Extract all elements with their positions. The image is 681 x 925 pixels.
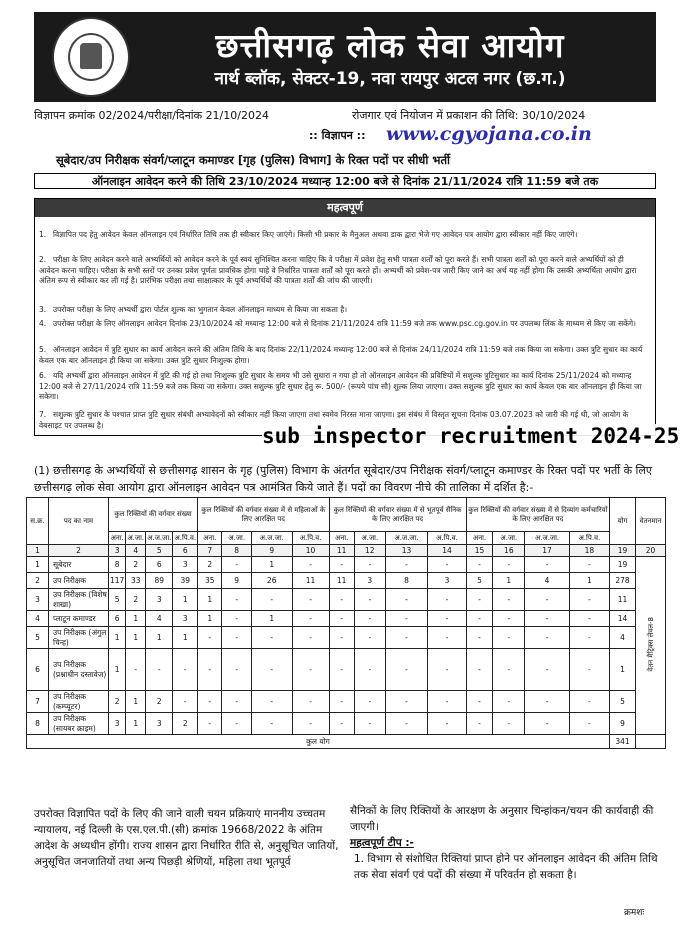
header-women-reserved: कुल रिक्तियों की वर्गवार संख्या में से महिलाओं के लिए आरक्षित पद	[198, 498, 329, 532]
header-sum: योग	[610, 498, 636, 545]
table-cell: 2	[109, 691, 126, 713]
table-cell: 89	[146, 573, 173, 589]
table-cell: -	[329, 557, 354, 573]
table-cell: -	[222, 627, 252, 649]
column-number: 4	[126, 545, 146, 557]
table-cell: 5	[610, 691, 636, 713]
important-item: 4. उपरोक्त परीक्षा के लिए ऑनलाइन आवेदन दिनांक 23/10/2024 को मध्यान्ह 12:00 बजे से दिनांक 21/11/2024 रात्रि 11:59 बजे तक www.psc.cg.gov.in पर उपलब्ध लिंक के माध्यम से किए जा सकेंगे।	[39, 319, 636, 328]
table-cell: -	[466, 649, 492, 691]
table-cell: उप निरीक्षक (अंगुल चिन्ह)	[49, 627, 109, 649]
column-number: 18	[569, 545, 609, 557]
table-cell: उप निरीक्षक (सायबर क्राइम)	[49, 713, 109, 735]
table-cell: -	[428, 557, 467, 573]
table-cell: -	[354, 713, 385, 735]
category-header: अना.	[109, 532, 126, 545]
table-cell: -	[126, 649, 146, 691]
column-number: 20	[636, 545, 666, 557]
table-cell: -	[569, 691, 609, 713]
column-number: 1	[27, 545, 49, 557]
table-cell: 1	[569, 573, 609, 589]
table-cell: -	[385, 649, 427, 691]
table-cell: 1	[198, 611, 222, 627]
notice-label: :: विज्ञापन ::	[309, 129, 366, 142]
table-cell: -	[354, 557, 385, 573]
table-cell: -	[385, 611, 427, 627]
payscale-value: वेतन मैट्रिक्स लेवल-8	[647, 617, 655, 672]
online-dates-box: ऑनलाइन आवेदन करने की तिथि 23/10/2024 मध्यान्ह 12:00 बजे से दिनांक 21/11/2024 रात्रि 11:59 बजे तक	[34, 173, 656, 189]
reservation-note	[350, 803, 666, 883]
table-cell: 33	[126, 573, 146, 589]
table-cell: -	[493, 649, 525, 691]
table-cell: 3	[146, 713, 173, 735]
table-cell: -	[251, 589, 292, 611]
table-cell: -	[466, 627, 492, 649]
table-cell: 278	[610, 573, 636, 589]
table-cell: -	[466, 611, 492, 627]
reservation-text: सैनिकों के लिए रिक्तियों के आरक्षण के अनुसार चिन्हांकन/चयन की कार्यवाही की जाएगी।	[350, 805, 654, 833]
important-heading: महत्वपूर्ण	[35, 199, 655, 217]
continued-marker: क्रमशः	[624, 908, 645, 918]
table-cell: 2	[173, 713, 198, 735]
table-cell: 1	[251, 557, 292, 573]
table-cell: -	[428, 611, 467, 627]
table-cell: 3	[146, 589, 173, 611]
important-item: 5. ऑनलाइन आवेदन में त्रुटि सुधार का कार्य आवेदन करने की अंतिम तिथि के बाद दिनांक 22/11/2024 मध्यान्ह 12:00 बजे से दिनांक 24/11/2024 रात्रि 11:59 बजे तक किया जा सकेगा। उक्त त्रुटि सुधार का कार्य केवल एक बार ऑनलाइन ही किया जा सकेगा। उक्त त्रुटि सुधार निःशुल्क होगा।	[39, 345, 643, 365]
header-exservicemen-reserved: कुल रिक्तियों की वर्गवार संख्या में से भूतपूर्व सैनिक के लिए आरक्षित पद	[329, 498, 466, 532]
category-header: अना.	[198, 532, 222, 545]
table-cell: 8	[27, 713, 49, 735]
column-number: 2	[49, 545, 109, 557]
table-cell: 1	[109, 627, 126, 649]
category-header: अ.जा.	[493, 532, 525, 545]
category-header: अ.पि.व.	[173, 532, 198, 545]
table-cell: -	[525, 691, 569, 713]
table-cell: -	[569, 713, 609, 735]
selection-note: उपरोक्त विज्ञापित पदों के लिए की जाने वाली चयन प्रक्रियाएं माननीय उच्चतम न्यायालय, नई दिल्ली के एस.एल.पी.(सी) क्रमांक 19668/2022 के अंतिम आदेश के अध्यधीन होंगी। राज्य शासन द्वारा निर्धारित रीति से, अनुसूचित जातियों, अनुसूचित जनजातियों तथा अन्य पिछड़ी श्रेणियों, महिला तथा भूतपूर्व	[34, 808, 339, 868]
table-cell: -	[292, 627, 329, 649]
table-cell: -	[173, 649, 198, 691]
table-cell: 1	[610, 649, 636, 691]
category-header: अ.पि.व.	[428, 532, 467, 545]
category-header: अना.	[466, 532, 492, 545]
table-cell: -	[354, 691, 385, 713]
table-cell: 8	[109, 557, 126, 573]
column-number: 12	[354, 545, 385, 557]
table-cell: -	[292, 557, 329, 573]
column-number: 19	[610, 545, 636, 557]
table-cell: -	[569, 589, 609, 611]
table-cell: 5	[27, 627, 49, 649]
intro-paragraph: (1) छत्तीसगढ़ के अभ्यर्थियों से छत्तीसगढ़ शासन के गृह (पुलिस) विभाग के अंतर्गत सूबेदार/उप निरीक्षक संवर्ग/प्लाटून कमाण्डर के रिक्त पदों पर भर्ती के लिए छत्तीसगढ़ लोक सेवा आयोग द्वारा ऑनलाइन आवेदन पत्र आमंत्रित किये जाते हैं। पदों का विवरण नीचे की तालिका में दर्शित है:-	[34, 464, 652, 494]
category-header: अना.	[329, 532, 354, 545]
important-item: 2. परीक्षा के लिए आवेदन करने वाले अभ्यर्थियों को आवेदन करने के पूर्व स्वयं सुनिश्चित करना चाहिए कि वे परीक्षा में प्रवेश हेतु सभी पात्रता शर्तों को पूरा करते हैं। सभी पात्रता शर्तों को पूरा करने वाले अभ्यर्थियों को ही आवेदन करना चाहिए। परीक्षा के सभी स्तरों पर उनका प्रवेश पूर्णतः प्रावधिक होगा चाहे वे निर्धारित पात्रता शर्तों को पूरा करते हों। अभ्यर्थी को प्रवेश-पत्र जारी किए जाने का अर्थ यह नहीं होगा कि उसकी अभ्यर्थिता आयोग द्वारा अंतिम रूप से स्वीकार कर ली गई है। प्रारंभिक परीक्षा तथा साक्षात्कार के पूर्व अभ्यर्थियों की पात्रता शर्तों की जांच की जाएगी।	[39, 255, 637, 285]
table-cell: -	[466, 557, 492, 573]
table-cell: -	[198, 691, 222, 713]
table-cell: -	[525, 611, 569, 627]
table-cell: -	[428, 713, 467, 735]
important-item: 7. सशुल्क त्रुटि सुधार के पश्चात प्राप्त त्रुटि सुधार संबंधी अभ्यावेदनों को स्वीकार नहीं किया जाएगा तथा स्वमेव निरस्त माना जाएगा। इस संबंध में विस्तृत सूचना दिनांक 03.07.2023 को जारी की गई थी, जो आयोग के वेबसाइट पर उपलब्ध है।	[39, 410, 629, 430]
table-cell: 1	[126, 691, 146, 713]
table-cell: 4	[525, 573, 569, 589]
publish-date: रोजगार एवं नियोजन में प्रकाशन की तिथि: 30/10/2024	[352, 109, 586, 122]
table-cell: -	[329, 713, 354, 735]
table-cell: -	[428, 649, 467, 691]
table-cell: -	[428, 627, 467, 649]
category-header: अ.जा.	[126, 532, 146, 545]
cgpsc-logo-icon	[52, 17, 130, 97]
table-cell: उप निरीक्षक (विशेष शाखा)	[49, 589, 109, 611]
table-cell: 2	[27, 573, 49, 589]
category-header: अ.ज.जा.	[251, 532, 292, 545]
table-cell: 1	[198, 589, 222, 611]
table-cell: उप निरीक्षक	[49, 573, 109, 589]
table-cell: -	[569, 611, 609, 627]
column-number: 11	[329, 545, 354, 557]
table-cell: 11	[329, 573, 354, 589]
total-value: 341	[610, 735, 636, 749]
table-cell: -	[251, 649, 292, 691]
category-header: अ.पि.व.	[569, 532, 609, 545]
table-row	[27, 691, 666, 713]
category-header: अ.ज.जा.	[385, 532, 427, 545]
table-cell: -	[493, 713, 525, 735]
table-cell: -	[222, 557, 252, 573]
table-cell: उप निरीक्षक (कम्प्यूटर)	[49, 691, 109, 713]
category-header: अ.जा.	[354, 532, 385, 545]
table-cell: 8	[385, 573, 427, 589]
table-cell: -	[354, 589, 385, 611]
table-row	[27, 649, 666, 691]
org-title: छत्तीसगढ़ लोक सेवा आयोग	[215, 26, 565, 65]
ashoka-emblem-icon	[80, 43, 102, 69]
table-cell: 4	[146, 611, 173, 627]
table-cell: -	[329, 649, 354, 691]
table-cell: 3	[173, 611, 198, 627]
column-number: 14	[428, 545, 467, 557]
table-cell: -	[329, 589, 354, 611]
table-cell: प्लाटून कमाण्डर	[49, 611, 109, 627]
table-row	[27, 573, 666, 589]
column-number: 17	[525, 545, 569, 557]
important-item: 1. विज्ञापित पद हेतु आवेदन केवल ऑनलाइन एवं निर्धारित तिथि तक ही स्वीकार किए जाएंगे। किसी भी प्रकार के मैनुअल अथवा डाक द्वारा भेजे गए आवेदन पत्र आयोग द्वारा स्वीकार नहीं किए जाएंगे।	[39, 230, 578, 239]
table-cell: 2	[198, 557, 222, 573]
logo-ring	[68, 33, 114, 81]
column-number: 7	[198, 545, 222, 557]
table-cell: -	[198, 713, 222, 735]
table-cell: -	[198, 627, 222, 649]
table-cell: 9	[222, 573, 252, 589]
table-cell: -	[525, 557, 569, 573]
table-cell: -	[428, 691, 467, 713]
category-header: अ.ज.जा.	[146, 532, 173, 545]
table-cell: 5	[109, 589, 126, 611]
table-cell: 39	[173, 573, 198, 589]
table-cell: 35	[198, 573, 222, 589]
header-total-vacancies: कुल रिक्तियों की वर्गवार संख्या	[109, 498, 198, 532]
table-cell: 1	[126, 713, 146, 735]
table-cell: -	[222, 713, 252, 735]
table-cell: -	[329, 691, 354, 713]
column-number: 5	[146, 545, 173, 557]
table-cell: 1	[27, 557, 49, 573]
table-cell: 1	[173, 627, 198, 649]
org-address: नार्थ ब्लॉक, सेक्टर-19, नवा रायपुर अटल नगर (छ.ग.)	[214, 69, 566, 89]
important-item: 3. उपरोक्त परीक्षा के लिए अभ्यर्थी द्वारा पोर्टल शुल्क का भुगतान केवल ऑनलाइन माध्यम से किया जा सकता है।	[39, 305, 348, 314]
column-number: 15	[466, 545, 492, 557]
column-number: 6	[173, 545, 198, 557]
header-sno: स.क्र.	[27, 498, 49, 545]
column-number: 10	[292, 545, 329, 557]
table-cell: 1	[126, 627, 146, 649]
table-cell: -	[354, 627, 385, 649]
important-item: 6. यदि अभ्यर्थी द्वारा ऑनलाइन आवेदन में त्रुटि की गई हो तथा निःशुल्क त्रुटि सुधार के समय भी उसे सुधारा न गया हो तो ऑनलाइन आवेदन की प्रविष्टियों में सशुल्क त्रुटिसुधार का कार्य दिनांक 25/11/2024 को मध्यान्ह 12:00 बजे से 27/11/2024 रात्रि 11:59 बजे तक किया जा सकेगा। उक्त सशुल्क त्रुटि सुधार हेतु रू. 500/- (रूपये पांच सौ) शुल्क लिया जाएगा। उक्त सशुल्क त्रुटि सुधार का कार्य केवल एक बार ऑनलाइन ही किया जा सकेगा।	[39, 371, 642, 401]
table-cell: 117	[109, 573, 126, 589]
website-watermark: www.cgyojana.co.in	[386, 123, 592, 145]
table-cell: -	[354, 611, 385, 627]
payscale-cell	[636, 557, 666, 735]
table-cell: -	[569, 627, 609, 649]
table-cell: -	[329, 611, 354, 627]
table-cell: 3	[354, 573, 385, 589]
table-row	[27, 611, 666, 627]
category-header: अ.पि.व.	[292, 532, 329, 545]
table-cell: 3	[109, 713, 126, 735]
total-label: कुल योग	[27, 735, 610, 749]
table-cell: 1	[493, 573, 525, 589]
table-cell: -	[525, 713, 569, 735]
table-cell: -	[428, 589, 467, 611]
table-cell: -	[466, 691, 492, 713]
table-cell: 1	[251, 611, 292, 627]
table-cell: -	[493, 691, 525, 713]
table-cell: -	[222, 589, 252, 611]
table-cell: -	[222, 691, 252, 713]
table-cell: 11	[292, 573, 329, 589]
table-cell: 19	[610, 557, 636, 573]
table-cell: -	[251, 713, 292, 735]
table-cell: 2	[126, 557, 146, 573]
table-cell: -	[466, 589, 492, 611]
column-number: 9	[251, 545, 292, 557]
column-number: 3	[109, 545, 126, 557]
table-cell: -	[569, 557, 609, 573]
table-cell: -	[385, 589, 427, 611]
table-cell: -	[385, 691, 427, 713]
table-row	[27, 713, 666, 735]
vacancy-table	[26, 497, 666, 749]
table-cell: 26	[251, 573, 292, 589]
table-cell: -	[525, 627, 569, 649]
table-cell: -	[173, 691, 198, 713]
important-box	[34, 198, 656, 436]
table-cell: -	[222, 649, 252, 691]
table-cell: सूबेदार	[49, 557, 109, 573]
subject-line: सूबेदार/उप निरीक्षक संवर्ग/प्लाटून कमाण्डर [गृह (पुलिस) विभाग] के रिक्त पदों पर सीधी भर्ती	[56, 153, 450, 167]
table-cell: -	[385, 627, 427, 649]
table-cell: -	[329, 627, 354, 649]
table-cell: -	[493, 589, 525, 611]
table-cell: उप निरीक्षक (प्रश्नाधीन दस्तावेज)	[49, 649, 109, 691]
table-cell: -	[525, 649, 569, 691]
table-cell: 6	[27, 649, 49, 691]
table-cell: -	[292, 713, 329, 735]
table-cell: -	[251, 627, 292, 649]
table-row	[27, 627, 666, 649]
header-payscale: वेतनमान	[636, 498, 666, 545]
column-number: 13	[385, 545, 427, 557]
table-cell: 2	[146, 691, 173, 713]
table-row	[27, 557, 666, 573]
table-cell: -	[525, 589, 569, 611]
table-cell: 9	[610, 713, 636, 735]
header-post: पद का नाम	[49, 498, 109, 545]
important-tip-item: 1. विभाग से संशोधित रिक्तियां प्राप्त होने पर ऑनलाइन आवेदन की अंतिम तिथि तक सेवा संवर्ग एवं पदों की संख्या में परिवर्तन हो सकता है।	[354, 853, 658, 881]
table-cell: -	[385, 557, 427, 573]
table-cell: -	[146, 649, 173, 691]
table-cell: -	[569, 649, 609, 691]
table-cell: 1	[173, 589, 198, 611]
column-number: 16	[493, 545, 525, 557]
table-cell: 3	[428, 573, 467, 589]
category-header: अ.जा.	[222, 532, 252, 545]
table-cell: -	[385, 713, 427, 735]
table-cell: 11	[610, 589, 636, 611]
table-row	[27, 589, 666, 611]
table-cell: -	[292, 649, 329, 691]
table-cell: -	[466, 713, 492, 735]
table-cell: 3	[173, 557, 198, 573]
table-cell: 1	[109, 649, 126, 691]
table-cell: -	[354, 649, 385, 691]
table-cell: -	[198, 649, 222, 691]
table-cell: -	[222, 611, 252, 627]
table-cell: 3	[27, 589, 49, 611]
table-cell: 5	[466, 573, 492, 589]
table-cell: -	[493, 611, 525, 627]
header-disabled-reserved: कुल रिक्तियों की वर्गवार संख्या में से दिव्यांग कर्मचारियों के लिए आरक्षित पद	[466, 498, 609, 532]
table-cell: 4	[610, 627, 636, 649]
table-cell: 1	[126, 611, 146, 627]
important-tip-title: महत्वपूर्ण टीप :-	[350, 837, 414, 849]
table-cell: 6	[146, 557, 173, 573]
table-cell: 6	[109, 611, 126, 627]
table-cell: 14	[610, 611, 636, 627]
recruitment-caption-overlay: sub inspector recruitment 2024-25	[262, 424, 680, 448]
category-header: अ.ज.जा.	[525, 532, 569, 545]
table-cell: -	[292, 691, 329, 713]
table-cell: -	[493, 557, 525, 573]
table-cell: -	[292, 611, 329, 627]
table-cell: -	[251, 691, 292, 713]
table-cell: -	[493, 627, 525, 649]
table-cell: 7	[27, 691, 49, 713]
table-cell: 2	[126, 589, 146, 611]
advt-number: विज्ञापन क्रमांक 02/2024/परीक्षा/दिनांक 21/10/2024	[34, 109, 269, 122]
column-number: 8	[222, 545, 252, 557]
table-cell: 4	[27, 611, 49, 627]
table-cell: 1	[146, 627, 173, 649]
table-cell: -	[292, 589, 329, 611]
